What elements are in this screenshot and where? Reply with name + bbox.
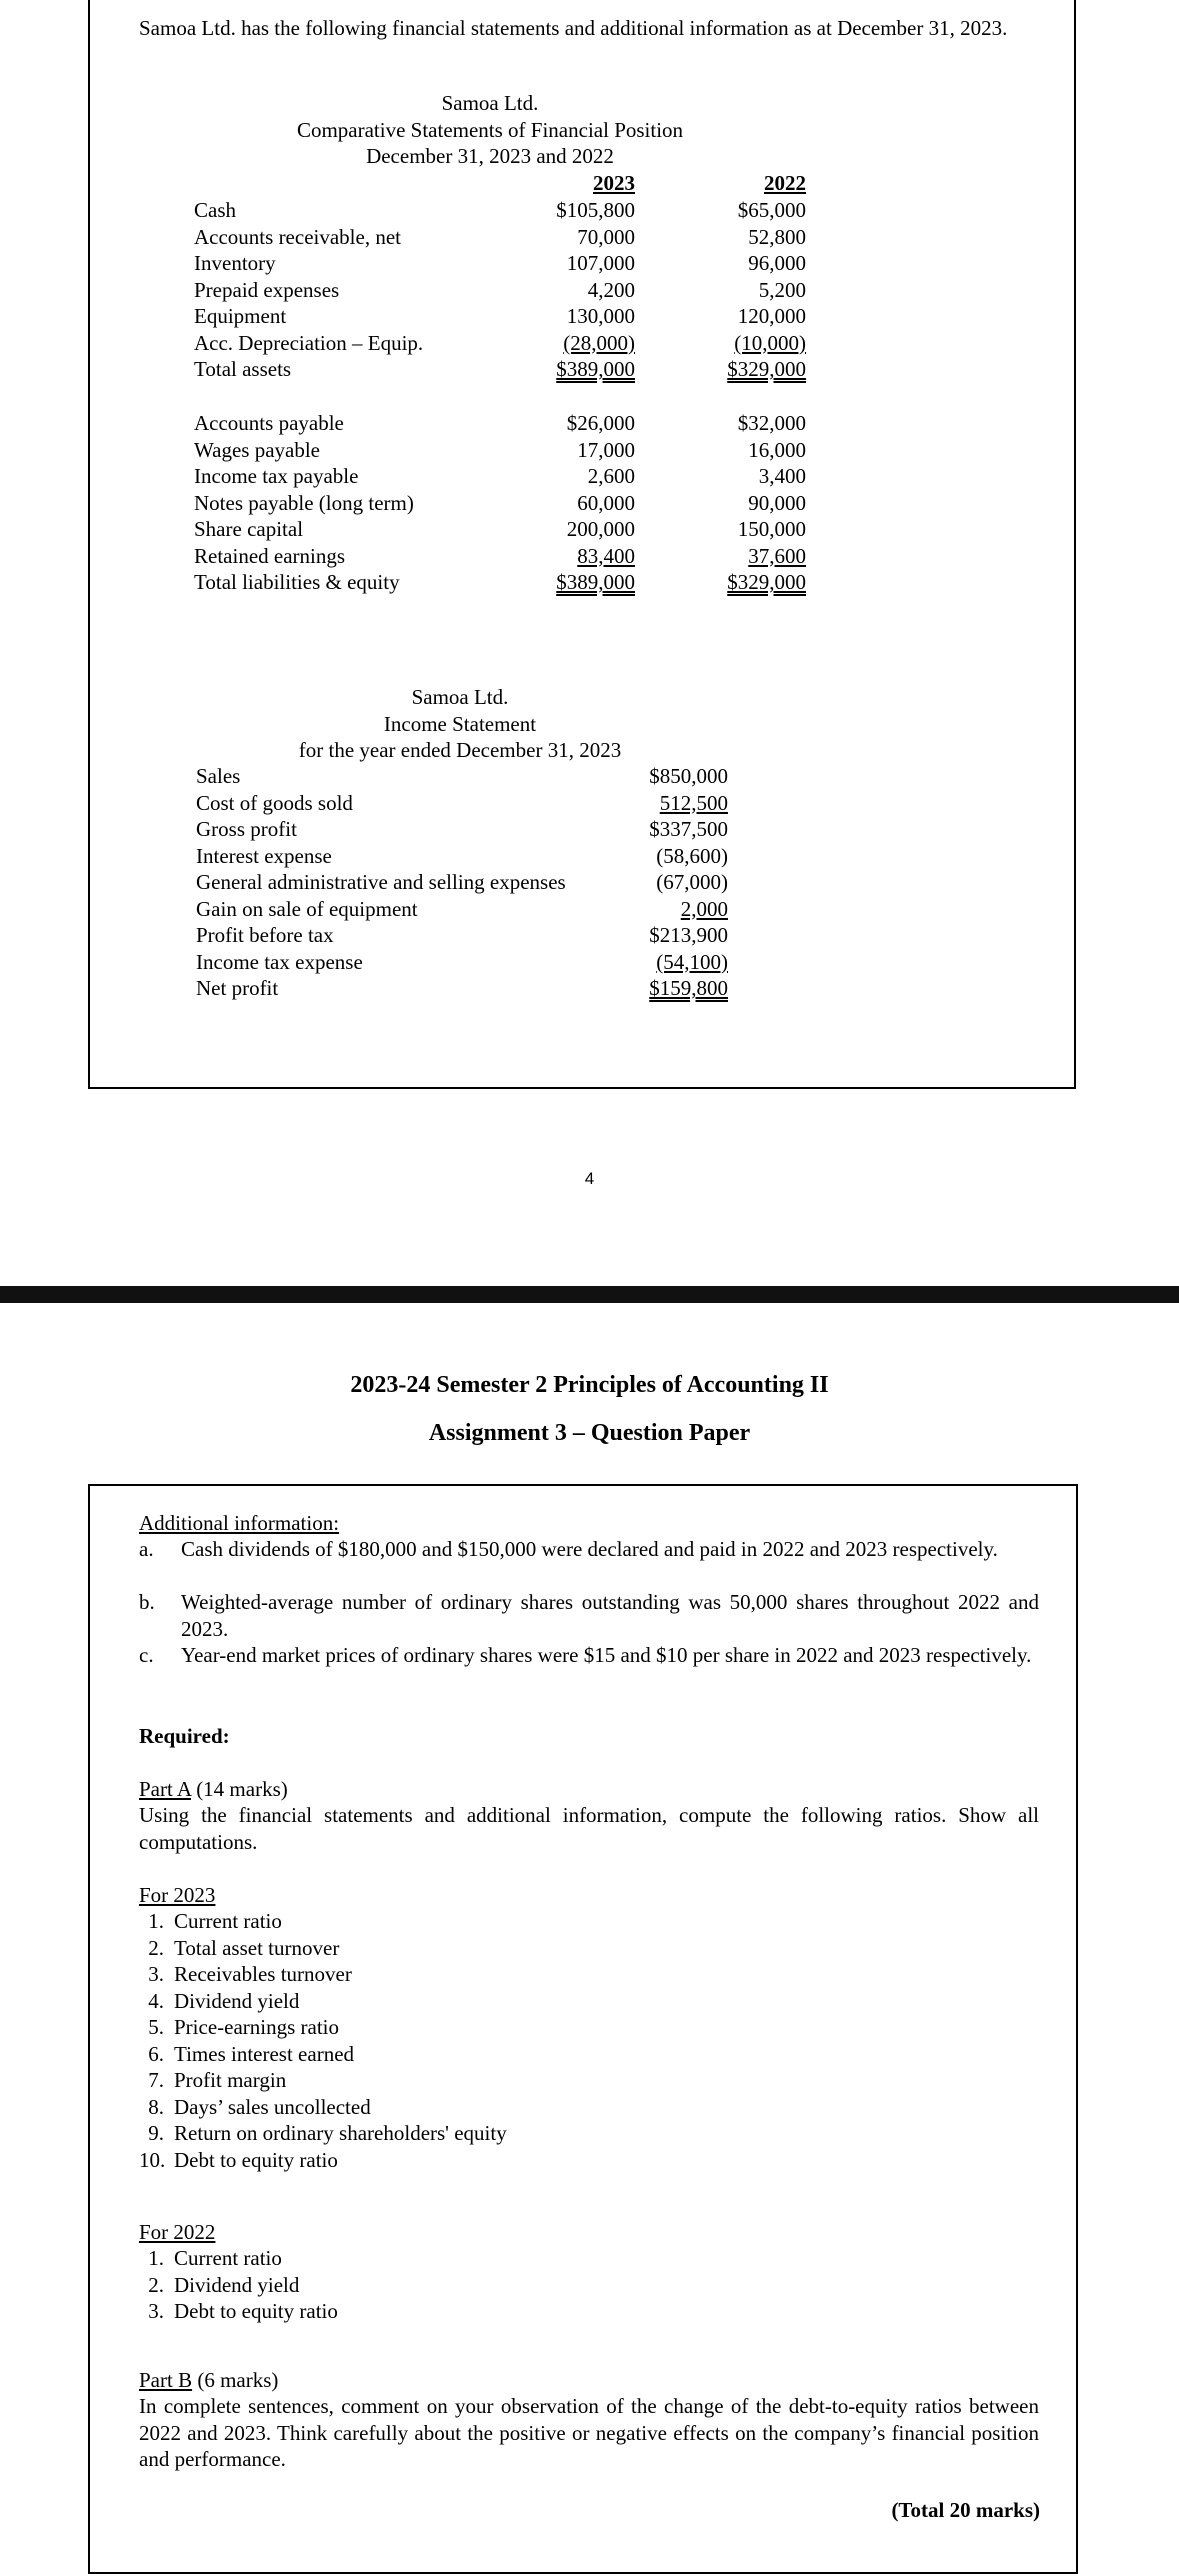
sfp-title: Comparative Statements of Financial Position xyxy=(296,117,684,142)
partA-title: Part A xyxy=(139,1777,191,1801)
partA-heading xyxy=(139,1776,1039,1803)
liabilities-label: Income tax payable xyxy=(194,464,359,488)
ratio-name: Debt to equity ratio xyxy=(174,2299,338,2323)
ratio-number: 1. xyxy=(148,2246,164,2270)
ratio-list-item xyxy=(139,2094,507,2121)
liabilities-row xyxy=(0,463,1179,490)
income-label: Profit before tax xyxy=(196,923,334,947)
assets-value-2023: $105,800 xyxy=(556,198,635,222)
required-heading: Required: xyxy=(139,1724,230,1748)
income-value: $213,900 xyxy=(649,923,728,947)
liabilities-value-2022: 90,000 xyxy=(748,490,806,515)
liabilities-row xyxy=(0,543,1179,570)
assets-value-2023: 70,000 xyxy=(577,224,635,249)
assets-label: Total assets xyxy=(194,357,292,381)
income-company: Samoa Ltd. xyxy=(411,685,509,709)
ratio-name: Debt to equity ratio xyxy=(174,2147,338,2172)
liabilities-row xyxy=(0,410,1179,437)
additional-item-marker: a. xyxy=(139,1537,154,1561)
ratio-list-item xyxy=(139,2067,507,2094)
assets-value-2022: (10,000) xyxy=(734,330,806,355)
liabilities-value-2022: $329,000 xyxy=(727,570,806,594)
sfp-date: December 31, 2023 and 2022 xyxy=(366,144,614,168)
ratio-list-item xyxy=(139,2120,507,2147)
assets-row xyxy=(0,356,1179,383)
assets-value-2023: 130,000 xyxy=(566,304,635,328)
ratio-name: Dividend yield xyxy=(174,1988,300,2013)
ratio-name: Current ratio xyxy=(174,1909,282,1933)
assets-row xyxy=(0,197,1179,224)
ratio-name: Current ratio xyxy=(174,2246,282,2270)
additional-item-marker: c. xyxy=(139,1643,154,1667)
liabilities-value-2023: $26,000 xyxy=(566,411,635,435)
partB-marks: (6 marks) xyxy=(192,2368,279,2392)
income-period: for the year ended December 31, 2023 xyxy=(298,738,622,762)
income-value: $337,500 xyxy=(649,817,728,841)
ratio-number: 7. xyxy=(148,2068,164,2092)
ratio-number: 1. xyxy=(148,1909,164,1933)
ratio-number: 4. xyxy=(148,1988,164,2013)
ratio-list-item xyxy=(139,2298,338,2325)
liabilities-label: Share capital xyxy=(194,517,304,541)
income-label: Net profit xyxy=(196,976,279,1000)
assets-value-2023: 107,000 xyxy=(566,251,635,275)
income-label: Interest expense xyxy=(196,843,332,868)
ratio-name: Times interest earned xyxy=(174,2041,355,2066)
assets-value-2022: 120,000 xyxy=(737,304,806,328)
liabilities-label: Total liabilities & equity xyxy=(194,570,400,594)
income-value: 512,500 xyxy=(659,790,728,815)
income-heading xyxy=(230,684,690,764)
liabilities-label: Retained earnings xyxy=(194,543,346,568)
assets-row xyxy=(0,250,1179,277)
liabilities-value-2023: 60,000 xyxy=(577,490,635,515)
income-value: $850,000 xyxy=(649,764,728,788)
liabilities-value-2022: 150,000 xyxy=(737,517,806,541)
col-header-2023: 2023 xyxy=(593,171,635,195)
income-row xyxy=(0,790,1179,817)
page-number: 4 xyxy=(584,1169,595,1188)
assets-value-2023: (28,000) xyxy=(563,330,635,355)
assets-row xyxy=(0,330,1179,357)
ratio-list-item xyxy=(139,2245,338,2272)
col-header-2022: 2022 xyxy=(764,171,806,195)
income-value: $159,800 xyxy=(649,976,728,1000)
ratio-list-item xyxy=(139,2041,507,2068)
liabilities-row xyxy=(0,516,1179,543)
income-row xyxy=(0,949,1179,976)
income-row xyxy=(0,816,1179,843)
assets-row xyxy=(0,303,1179,330)
partB-title: Part B xyxy=(139,2368,193,2392)
income-label: Cost of goods sold xyxy=(196,790,353,815)
additional-item-marker: b. xyxy=(139,1590,155,1614)
ratio-list-item xyxy=(139,1961,507,1988)
ratio-list-2022 xyxy=(139,2245,338,2325)
assets-label: Acc. Depreciation – Equip. xyxy=(194,330,424,355)
ratio-list-item xyxy=(139,2014,507,2041)
assets-value-2022: 52,800 xyxy=(748,224,806,249)
liabilities-label: Accounts payable xyxy=(194,411,344,435)
intro-text: Samoa Ltd. has the following financial statements and additional information as at December 31, 2023. xyxy=(139,16,1008,40)
partA-instructions: Using the financial statements and additional information, compute the following ratios. Show all computations. xyxy=(139,1803,1039,1854)
assignment-header: Assignment 3 – Question Paper xyxy=(428,1420,751,1446)
liabilities-value-2022: $32,000 xyxy=(737,411,806,435)
assets-label: Prepaid expenses xyxy=(194,277,340,302)
income-label: Income tax expense xyxy=(196,949,363,974)
ratio-list-2023 xyxy=(139,1908,507,2173)
for-2023-heading: For 2023 xyxy=(139,1883,216,1907)
partB-instructions: In complete sentences, comment on your observation of the change of the debt-to-equity ratios between 2022 and 2023. Think carefully about the positive or negative effects on the company’s financial position and performance. xyxy=(139,2394,1039,2471)
income-label: General administrative and selling expenses xyxy=(196,870,566,894)
income-label: Gross profit xyxy=(196,817,297,841)
ratio-number: 6. xyxy=(148,2041,164,2066)
income-row xyxy=(0,869,1179,896)
liabilities-value-2023: 200,000 xyxy=(566,517,635,541)
partA-marks: (14 marks) xyxy=(190,1777,288,1801)
liabilities-label: Notes payable (long term) xyxy=(194,490,414,515)
course-header: 2023-24 Semester 2 Principles of Accounting II xyxy=(350,1372,829,1398)
partB-heading xyxy=(139,2367,1039,2394)
income-label: Gain on sale of equipment xyxy=(196,896,418,921)
income-value: (67,000) xyxy=(656,870,728,894)
additional-heading: Additional information: xyxy=(139,1511,340,1535)
ratio-number: 9. xyxy=(148,2121,164,2145)
ratio-number: 3. xyxy=(148,2299,164,2323)
ratio-number: 3. xyxy=(148,1962,164,1986)
income-value: (58,600) xyxy=(656,843,728,868)
assets-value-2023: 4,200 xyxy=(587,277,635,302)
ratio-number: 2. xyxy=(148,2272,164,2297)
assets-value-2022: $329,000 xyxy=(727,357,806,381)
liabilities-value-2023: $389,000 xyxy=(556,570,635,594)
income-row xyxy=(0,975,1179,1002)
ratio-list-item xyxy=(139,1908,507,1935)
ratio-name: Dividend yield xyxy=(174,2272,300,2297)
liabilities-value-2023: 17,000 xyxy=(577,437,635,462)
assets-value-2022: 5,200 xyxy=(758,277,806,302)
liabilities-value-2023: 83,400 xyxy=(577,543,635,568)
liabilities-row xyxy=(0,569,1179,596)
income-label: Sales xyxy=(196,764,241,788)
income-row xyxy=(0,763,1179,790)
ratio-number: 2. xyxy=(148,1935,164,1960)
assets-value-2023: $389,000 xyxy=(556,357,635,381)
additional-item-text: Year-end market prices of ordinary shares were $15 and $10 per share in 2022 and 2023 respectively. xyxy=(181,1643,1032,1667)
ratio-list-item xyxy=(139,1935,507,1962)
assets-label: Accounts receivable, net xyxy=(194,224,401,249)
ratio-number: 8. xyxy=(148,2094,164,2119)
assets-value-2022: $65,000 xyxy=(737,198,806,222)
liabilities-row xyxy=(0,437,1179,464)
income-row xyxy=(0,843,1179,870)
assets-label: Equipment xyxy=(194,304,287,328)
liabilities-row xyxy=(0,490,1179,517)
income-value: (54,100) xyxy=(656,949,728,974)
liabilities-value-2022: 16,000 xyxy=(748,437,806,462)
ratio-number: 5. xyxy=(148,2015,164,2039)
assets-value-2022: 96,000 xyxy=(748,251,806,275)
additional-item-text: Weighted-average number of ordinary shares outstanding was 50,000 shares throughout 2022 and 2023. xyxy=(181,1590,1039,1641)
ratio-name: Receivables turnover xyxy=(174,1962,352,1986)
page-divider xyxy=(0,1286,1179,1303)
liabilities-label: Wages payable xyxy=(194,437,320,462)
ratio-name: Total asset turnover xyxy=(174,1935,340,1960)
ratio-list-item xyxy=(139,1988,507,2015)
assets-row xyxy=(0,224,1179,251)
assets-label: Cash xyxy=(194,198,236,222)
ratio-name: Return on ordinary shareholders' equity xyxy=(174,2121,507,2145)
sfp-heading xyxy=(280,90,700,170)
income-row xyxy=(0,922,1179,949)
liabilities-value-2023: 2,600 xyxy=(587,464,635,488)
total-marks: (Total 20 marks) xyxy=(891,2498,1040,2522)
income-title: Income Statement xyxy=(383,711,537,736)
liabilities-value-2022: 37,600 xyxy=(748,543,806,568)
assets-label: Inventory xyxy=(194,251,276,275)
ratio-list-item xyxy=(139,2147,507,2174)
ratio-number: 10. xyxy=(139,2147,166,2172)
additional-item-text: Cash dividends of $180,000 and $150,000 were declared and paid in 2022 and 2023 respectively. xyxy=(181,1537,998,1561)
for-2022-heading: For 2022 xyxy=(139,2220,216,2244)
sfp-company: Samoa Ltd. xyxy=(441,91,539,115)
liabilities-value-2022: 3,400 xyxy=(758,464,806,488)
ratio-name: Profit margin xyxy=(174,2068,287,2092)
income-value: 2,000 xyxy=(680,896,728,921)
assets-row xyxy=(0,277,1179,304)
ratio-name: Price-earnings ratio xyxy=(174,2015,340,2039)
ratio-name: Days’ sales uncollected xyxy=(174,2094,371,2119)
income-row xyxy=(0,896,1179,923)
ratio-list-item xyxy=(139,2272,338,2299)
